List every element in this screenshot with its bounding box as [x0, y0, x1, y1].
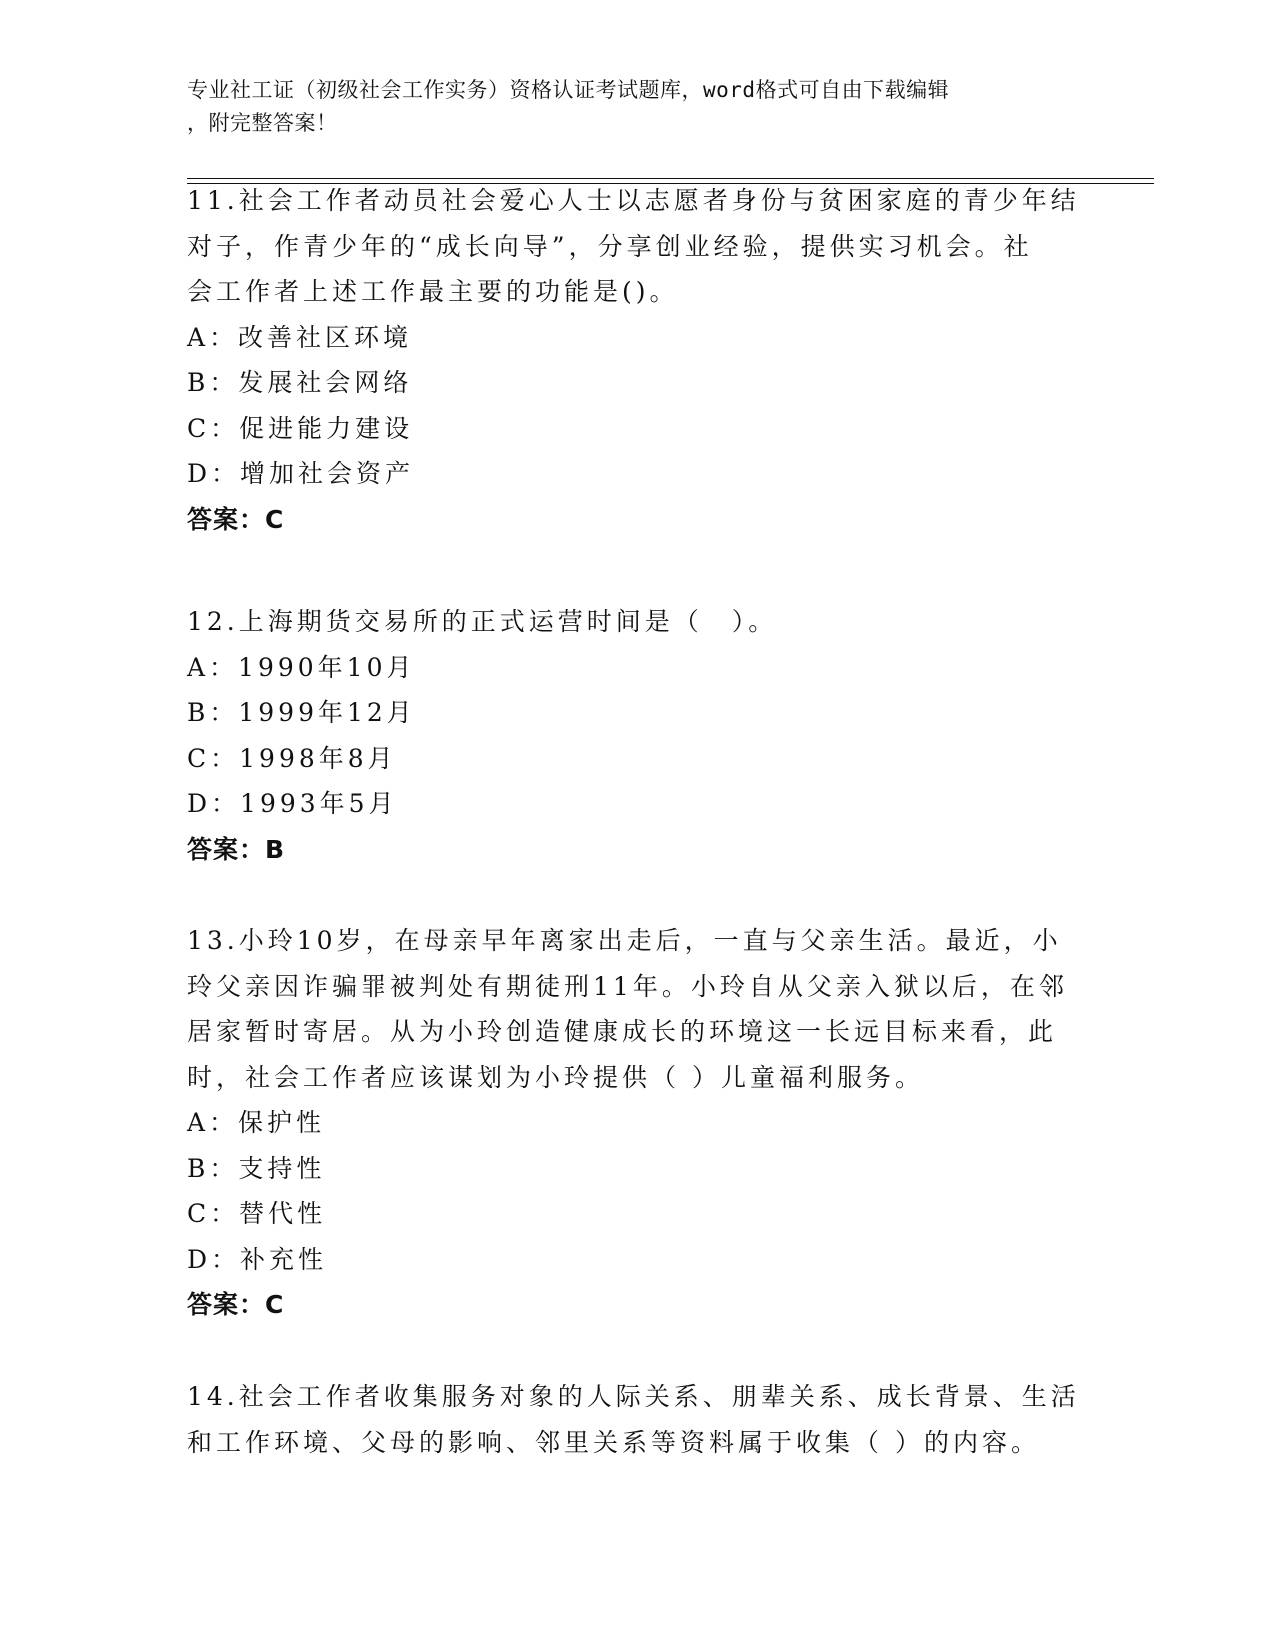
question-text-line: 居家暂时寄居。从为小玲创造健康成长的环境这一长远目标来看，此 [187, 1017, 1058, 1046]
option-c: C：替代性 [187, 1199, 327, 1228]
question-text-line: 12.上海期货交易所的正式运营时间是（ ）。 [187, 607, 778, 636]
question-12 [187, 599, 1077, 872]
question-text-line: 13.小玲10岁，在母亲早年离家出走后，一直与父亲生活。最近，小 [187, 926, 1062, 955]
question-text-line: 玲父亲因诈骗罪被判处有期徒刑11年。小玲自从父亲入狱以后，在邻 [187, 971, 1068, 1001]
answer-line: 答案：C [187, 1290, 285, 1319]
header-line-2: ，附完整答案！ [187, 111, 338, 135]
option-b: B：支持性 [187, 1153, 326, 1183]
option-d: D：补充性 [187, 1244, 328, 1274]
question-14 [187, 1374, 1080, 1465]
option-b: B：1999年12月 [187, 698, 416, 727]
answer-line: 答案：B [187, 834, 286, 864]
option-c: C：促进能力建设 [187, 413, 414, 443]
option-d: D：增加社会资产 [187, 459, 415, 488]
answer-line: 答案：C [187, 504, 285, 534]
header-line-1: 专业社工证（初级社会工作实务）资格认证考试题库，word格式可自由下载编辑 [187, 78, 950, 102]
option-a: A：保护性 [187, 1108, 326, 1137]
option-d: D：1993年5月 [187, 789, 398, 818]
question-text-line: 时，社会工作者应该谋划为小玲提供（ ）儿童福利服务。 [187, 1062, 924, 1092]
document-header [187, 74, 1067, 140]
question-text-line: 14.社会工作者收集服务对象的人际关系、朋辈关系、成长背景、生活 [187, 1382, 1080, 1411]
question-text-line: 11.社会工作者动员社会爱心人士以志愿者身份与贫困家庭的青少年结 [187, 186, 1080, 215]
option-a: A：改善社区环境 [187, 322, 413, 352]
question-text-line: 和工作环境、父母的影响、邻里关系等资料属于收集（ ）的内容。 [187, 1427, 1040, 1457]
question-11 [187, 178, 1080, 542]
question-text-line: 会工作者上述工作最主要的功能是()。 [187, 277, 679, 306]
option-a: A：1990年10月 [187, 652, 416, 682]
question-13 [187, 918, 1077, 1328]
option-c: C：1998年8月 [187, 743, 397, 773]
option-b: B：发展社会网络 [187, 368, 413, 397]
question-text-line: 对子，作青少年的“成长向导”，分享创业经验，提供实习机会。社 [187, 231, 1033, 261]
